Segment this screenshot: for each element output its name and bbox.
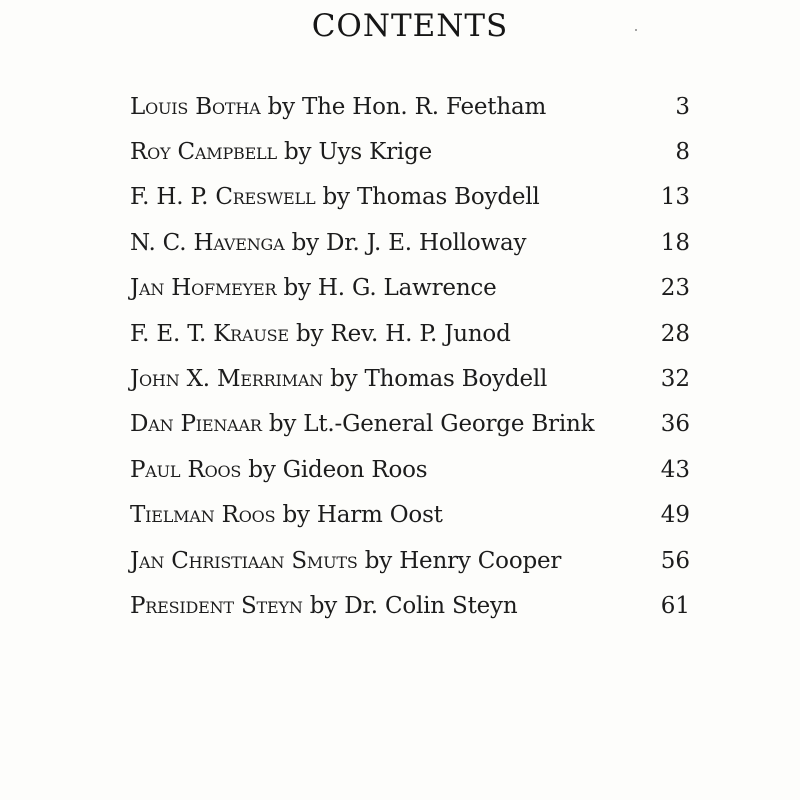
toc-entry-author: by H. G. Lawrence (283, 275, 497, 302)
toc-entry-author: by Dr. J. E. Holloway (291, 229, 527, 256)
toc-entry (130, 311, 690, 356)
toc-entry-page: 43 (660, 456, 690, 483)
toc-entry-name: Louis Botha (130, 93, 261, 120)
toc-entry-name: President Steyn (130, 592, 303, 619)
toc-entry-page: 3 (675, 93, 690, 120)
toc-entry-text (130, 275, 497, 301)
toc-entry-text (130, 457, 427, 483)
toc-entry-name: Jan Hofmeyer (130, 275, 277, 302)
toc-entry-page: 56 (660, 547, 690, 574)
toc-entry-page: 61 (660, 592, 690, 619)
print-speck (635, 29, 637, 31)
toc-entry-name: N. C. Havenga (130, 229, 285, 256)
toc-entry (130, 175, 690, 220)
toc-entry-name: Dan Pienaar (130, 411, 262, 438)
toc-entry-text (130, 94, 546, 120)
toc-entry-name: Tielman Roos (130, 502, 276, 529)
toc-entry (130, 493, 690, 538)
toc-entry-author: by Uys Krige (284, 139, 433, 166)
toc-entry-text (130, 366, 547, 392)
toc-entry-page: 28 (660, 320, 690, 347)
toc-entry-name: F. H. P. Creswell (130, 184, 316, 211)
toc-entry-name: F. E. T. Krause (130, 320, 289, 347)
toc-entry (130, 538, 690, 583)
toc-entry-text (130, 411, 594, 437)
toc-entry-author: by Harm Oost (282, 502, 443, 529)
toc-entry (130, 356, 690, 401)
toc-entry-text (130, 321, 511, 347)
toc-entry-page: 36 (660, 411, 690, 438)
toc-entry (130, 402, 690, 447)
table-of-contents (130, 84, 690, 629)
toc-entry-text (130, 502, 443, 528)
toc-entry (130, 447, 690, 492)
toc-entry-text (130, 139, 432, 165)
toc-entry-page: 23 (660, 275, 690, 302)
toc-entry-page: 32 (660, 366, 690, 393)
toc-entry-author: by Thomas Boydell (322, 184, 540, 211)
toc-entry-author: by Lt.-General George Brink (268, 411, 595, 438)
toc-entry-text (130, 230, 526, 256)
toc-entry-author: by Thomas Boydell (330, 366, 548, 393)
toc-entry-author: by Henry Cooper (364, 547, 562, 574)
toc-entry-text (130, 184, 540, 210)
toc-entry-page: 18 (660, 229, 690, 256)
toc-entry-author: by The Hon. R. Feetham (267, 93, 547, 120)
toc-entry (130, 266, 690, 311)
toc-entry-name: Roy Campbell (130, 139, 277, 166)
toc-entry-name: Paul Roos (130, 456, 242, 483)
toc-entry (130, 129, 690, 174)
toc-entry-author: by Rev. H. P. Junod (296, 320, 511, 347)
toc-entry-text (130, 593, 517, 619)
toc-entry-page: 49 (660, 502, 690, 529)
toc-entry (130, 583, 690, 628)
toc-entry (130, 220, 690, 265)
toc-entry-name: John X. Merriman (130, 366, 323, 393)
toc-entry-text (130, 548, 561, 574)
toc-entry (130, 84, 690, 129)
toc-entry-author: by Dr. Colin Steyn (309, 592, 518, 619)
toc-entry-author: by Gideon Roos (248, 456, 428, 483)
toc-entry-page: 13 (660, 184, 690, 211)
toc-entry-page: 8 (675, 139, 690, 166)
toc-entry-name: Jan Christiaan Smuts (130, 547, 358, 574)
contents-heading: CONTENTS (311, 8, 509, 44)
